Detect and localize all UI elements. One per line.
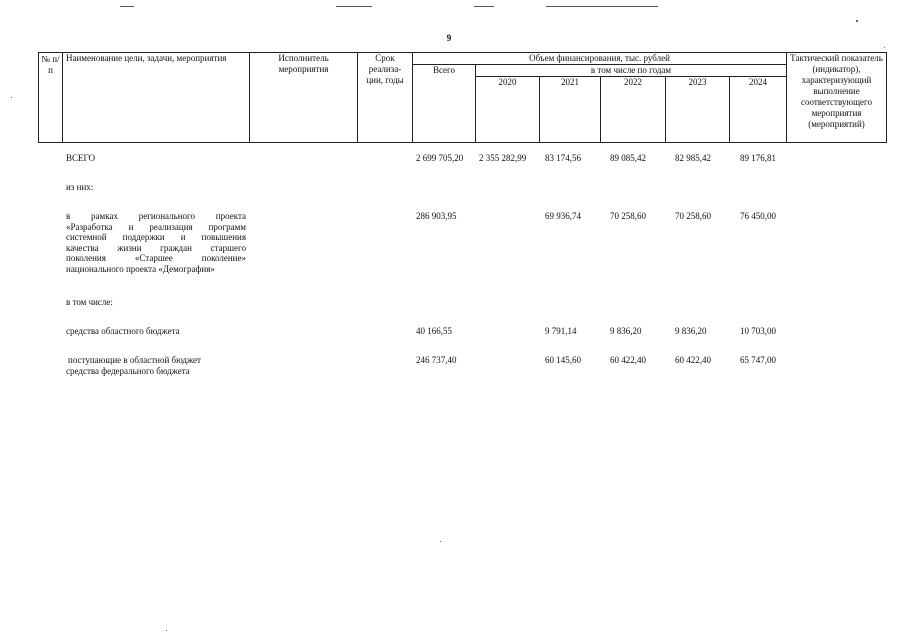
row-federal-budget-label-2: средства федерального бюджета [66, 366, 190, 376]
row-federal-budget-label-1: поступающие в областной бюджет [68, 355, 201, 365]
row-total-2022: 89 085,42 [610, 153, 646, 163]
row-regional-budget-2024: 10 703,00 [740, 326, 776, 336]
header-funding: Объем финансирования, тыс. рублей [413, 53, 787, 65]
row-total-2021: 83 174,56 [545, 153, 581, 163]
desc-line: поколения «Старшее поколение» [66, 253, 246, 264]
desc-line: «Разработка и реализация программ [66, 221, 246, 232]
row-federal-budget-2023: 60 422,40 [675, 355, 711, 365]
header-total: Всего [413, 65, 476, 143]
scan-artifact-dot [884, 47, 885, 48]
row-total-label: ВСЕГО [66, 153, 95, 163]
row-regional-budget-label: средства областного бюджета [66, 326, 180, 336]
row-regional-budget-sum: 40 166,55 [416, 326, 452, 336]
header-table [38, 52, 887, 143]
row-federal-budget-2022: 60 422,40 [610, 355, 646, 365]
row-regional-2021: 69 936,74 [545, 211, 581, 221]
scan-artifact-dot [11, 97, 12, 98]
row-regional-2023: 70 258,60 [675, 211, 711, 221]
header-name: Наименование цели, задачи, мероприятия [63, 53, 250, 143]
row-regional-budget-2021: 9 791,14 [545, 326, 577, 336]
row-including-label: в том числе: [66, 297, 113, 307]
header-year: 2021 [540, 77, 601, 143]
scan-artifact-dot [166, 630, 167, 631]
row-regional-project-label [66, 211, 246, 275]
page-number: 9 [446, 33, 452, 43]
scan-artifact-dot [856, 20, 858, 22]
row-regional-2024: 76 450,00 [740, 211, 776, 221]
row-regional-budget-2023: 9 836,20 [675, 326, 707, 336]
row-federal-budget-2021: 60 145,60 [545, 355, 581, 365]
row-regional-budget-2022: 9 836,20 [610, 326, 642, 336]
row-regional-sum: 286 903,95 [416, 211, 457, 221]
header-term: Срок реализа-ции, годы [358, 53, 413, 143]
row-of-them-label: из них: [66, 182, 94, 192]
desc-line: национального проекта «Демография» [66, 263, 215, 274]
header-executor: Исполнитель мероприятия [250, 53, 358, 143]
header-number: № п/п [39, 53, 63, 143]
header-indicator: Тактический показатель (индикатор), характеризующий выполнение соответствующего мероприятия (мероприятий) [787, 53, 887, 143]
desc-line: в рамках регионального проекта [66, 211, 246, 221]
scan-artifact-line [546, 6, 658, 7]
header-year: 2023 [666, 77, 730, 143]
desc-line: системной поддержки и повышения [66, 232, 246, 243]
header-year: 2020 [476, 77, 540, 143]
row-total-2020: 2 355 282,99 [479, 153, 527, 163]
desc-line: качества жизни граждан старшего [66, 242, 246, 253]
header-year: 2022 [601, 77, 666, 143]
scan-artifact-line [474, 6, 494, 7]
header-year: 2024 [730, 77, 787, 143]
row-total-sum: 2 699 705,20 [416, 153, 464, 163]
row-federal-budget-2024: 65 747,00 [740, 355, 776, 365]
row-federal-budget-sum: 246 737,40 [416, 355, 457, 365]
scan-artifact-line [336, 6, 372, 7]
header-by-year: в том числе по годам [476, 65, 787, 77]
scan-artifact-dot [440, 541, 441, 542]
row-total-2024: 89 176,81 [740, 153, 776, 163]
row-total-2023: 82 985,42 [675, 153, 711, 163]
scan-artifact-line [120, 6, 134, 7]
row-regional-2022: 70 258,60 [610, 211, 646, 221]
